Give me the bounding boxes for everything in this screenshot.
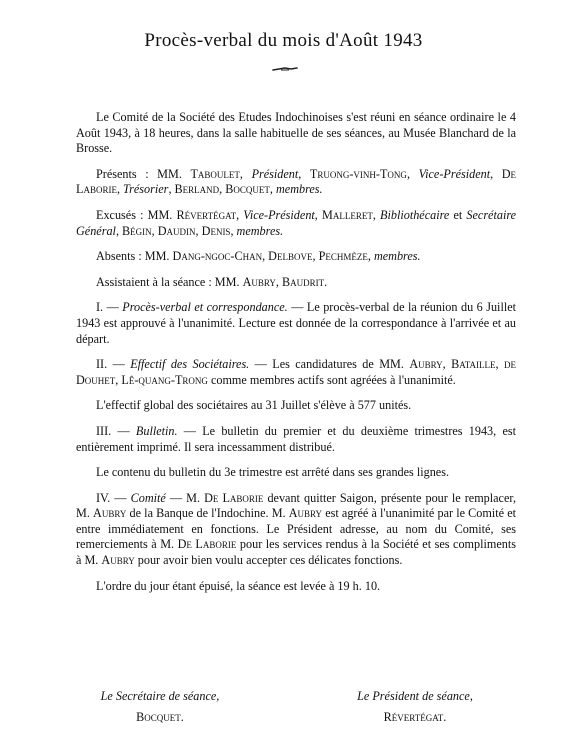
member-name: Dang-ngoc-Chan	[172, 249, 263, 264]
member-name: Pechmèze	[318, 249, 368, 264]
secretary-signature	[60, 686, 260, 728]
ornament-dash-icon	[271, 65, 299, 73]
member-name: Aubry	[242, 274, 276, 289]
bulletin-paragraph: Le contenu du bulletin du 3e trimestre est arrêté dans ses grandes lignes.	[96, 465, 449, 480]
member-name: Delbove	[268, 249, 313, 264]
secretary-name: Bocquet.	[136, 710, 184, 724]
secretary-role: Le Secrétaire de séance,	[100, 689, 220, 703]
member-role: Président	[251, 166, 299, 181]
section-1-paragraph	[76, 300, 516, 347]
member-name: Truong-vinh-Tong	[309, 166, 407, 181]
member-name: De Laborie	[177, 537, 237, 552]
section-heading: Comité	[130, 490, 166, 505]
absents-paragraph: Absents : MM. Dang-ngoc-Chan, Delbove, Pechmèze, membres.	[96, 249, 421, 264]
member-name: Aubry	[409, 357, 443, 372]
member-role: membres.	[276, 182, 323, 197]
member-name: Berland	[174, 182, 220, 197]
section-number: I. —	[96, 300, 123, 315]
presents-label: Présents : MM.	[96, 166, 191, 181]
member-name: Baudrit.	[281, 274, 328, 289]
section-text: de la Banque de l'Indochine. M.	[126, 506, 289, 521]
section-2-paragraph: II. — Effectif des Sociétaires. — Les candidatures de MM. Aubry, Bataille, de Douhet, Lê-quang-Trong comme membres actifs sont agréées à l'unanimité.	[76, 357, 517, 387]
member-role: Vice-Président	[418, 166, 491, 181]
president-role: Le Président de séance,	[357, 689, 473, 703]
section-text: pour les services rendus à la Société et ses compliments à M.	[76, 537, 516, 568]
presents-paragraph: Présents : MM. Taboulet, Président, Truong-vinh-Tong, Vice-Président, De Laborie, Trésorier, Berland, Bocquet, membres.	[76, 166, 517, 197]
signature-block	[0, 686, 567, 736]
section-heading: Bulletin.	[135, 423, 178, 438]
section-text: — M.	[165, 490, 205, 505]
member-name: De Laborie	[204, 490, 264, 505]
member-role: membres.	[236, 223, 284, 238]
member-name: Aubry	[288, 506, 323, 521]
intro-paragraph: Le Comité de la Société des Etudes Indochinoises s'est réuni en séance ordinaire le 4 Août 1943, à 18 heures, dans la salle habituelle de ses séances, au Musée Blanchard de la Brosse.	[76, 110, 516, 156]
member-name: Aubry	[93, 506, 127, 521]
section-text: pour avoir bien voulu accepter ces délicates fonctions.	[134, 553, 403, 568]
excuses-paragraph: Excusés : MM. Révertégat, Vice-Président, Malleret, Bibliothécaire et Secrétaire Général, Bégin, Daudin, Denis, membres.	[76, 207, 517, 238]
section-4-paragraph	[76, 491, 516, 569]
president-name: Révertégat.	[383, 710, 447, 724]
assistaient-label: Assistaient à la séance : MM.	[96, 274, 243, 289]
member-name: De Laborie	[76, 166, 517, 197]
member-name: Révertégat	[176, 207, 237, 222]
member-role: membres.	[373, 249, 421, 264]
assistaient-paragraph: Assistaient à la séance : MM. Aubry, Baudrit.	[96, 274, 328, 289]
member-name: Aubry	[101, 553, 135, 568]
section-text: est agréé à l'unanimité par le Comité et entre immédiatement en fonctions. Le Président adresse, au nom du Comité, ses remerciements à M.	[76, 506, 517, 552]
absents-label: Absents : MM.	[96, 249, 173, 264]
member-name: Bataille, de Douhet	[76, 357, 517, 387]
member-name: Bocquet	[225, 182, 270, 197]
member-role: Bibliothécaire	[380, 207, 450, 222]
excuses-label: Excusés : MM.	[96, 207, 177, 222]
section-number: II. —	[96, 357, 131, 372]
section-text: comme membres actifs sont agréées à l'unanimité.	[207, 372, 456, 387]
member-name: Taboulet	[190, 166, 240, 181]
member-role: Trésorier	[123, 182, 169, 197]
section-3-paragraph	[76, 424, 516, 455]
president-signature	[320, 686, 510, 728]
section-number: III. —	[96, 423, 136, 438]
section-text: — Les candidatures de MM.	[249, 357, 410, 372]
member-name: Malleret	[322, 207, 373, 222]
member-name: Denis	[201, 223, 231, 238]
member-name: Daudin	[157, 223, 196, 238]
minutes-body	[76, 110, 516, 604]
member-role: Secrétaire Général	[76, 207, 517, 238]
section-text: — Le procès-verbal de la réunion du 6 Juillet 1943 est approuvé à l'unanimité. Lecture est donnée de la correspondance à l'arrivée et au départ.	[76, 300, 517, 346]
section-text: devant quitter Saigon, présente pour le remplacer, M.	[76, 490, 516, 521]
effectif-paragraph: L'effectif global des sociétaires au 31 Juillet s'élève à 577 unités.	[96, 398, 412, 413]
section-text: — Le bulletin du premier et du deuxième trimestres 1943, est entièrement imprimé. Il sera incessamment distribué.	[76, 423, 516, 454]
member-name: Lê-quang-Trong	[121, 372, 208, 387]
closing-paragraph: L'ordre du jour étant épuisé, la séance est levée à 19 h. 10.	[96, 578, 381, 593]
member-name: Bégin	[122, 223, 152, 238]
section-heading: Procès-verbal et correspondance.	[122, 300, 288, 315]
section-number: IV. —	[96, 490, 131, 505]
page-title: Procès-verbal du mois d'Août 1943	[144, 30, 423, 51]
section-heading: Effectif des Sociétaires.	[130, 357, 250, 372]
conjunction: et	[449, 207, 467, 222]
member-role: Vice-Président	[243, 207, 315, 222]
